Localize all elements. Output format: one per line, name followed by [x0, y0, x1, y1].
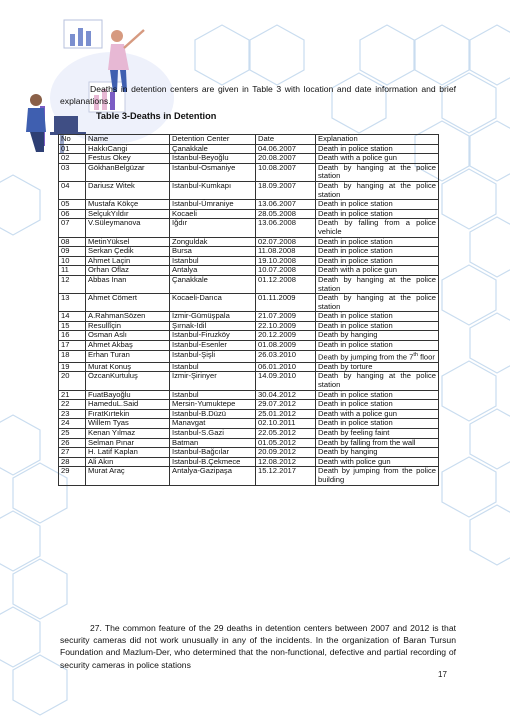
cell-date: 14.09.2010 [256, 372, 316, 390]
cell-name: Serkan Çedik [86, 247, 170, 257]
cell-name: Murat Konuş [86, 362, 170, 372]
cell-name: GökhanBelgüzar [86, 163, 170, 181]
cell-explanation: Death in police station [316, 321, 439, 331]
cell-no: 01 [59, 144, 86, 154]
cell-name: Murat Araç [86, 467, 170, 485]
cell-name: Ahmet Cömert [86, 294, 170, 312]
cell-detention-center: Antalya-Gazipaşa [170, 467, 256, 485]
cell-date: 19.10.2008 [256, 256, 316, 266]
cell-name: Resullîçin [86, 321, 170, 331]
cell-detention-center: Istanbul [170, 256, 256, 266]
cell-detention-center: Kocaeli-Darıca [170, 294, 256, 312]
cell-detention-center: Mersin-Yumuktepe [170, 400, 256, 410]
cell-explanation: Death by hanging [316, 331, 439, 341]
cell-date: 25.01.2012 [256, 409, 316, 419]
header-date: Date [256, 135, 316, 145]
table-row [59, 467, 439, 485]
cell-no: 26 [59, 438, 86, 448]
cell-explanation: Death with a police gun [316, 154, 439, 164]
cell-name: Willem Tyas [86, 419, 170, 429]
cell-no: 17 [59, 341, 86, 351]
table-row [59, 219, 439, 237]
cell-detention-center: Istanbul-Ümraniye [170, 200, 256, 210]
cell-explanation: Death in police station [316, 341, 439, 351]
cell-explanation: Death by hanging at the police station [316, 275, 439, 293]
table-row [59, 247, 439, 257]
cell-explanation: Death in police station [316, 419, 439, 429]
cell-explanation: Death in police station [316, 200, 439, 210]
cell-explanation: Death by torture [316, 362, 439, 372]
cell-explanation: Death by hanging at the police station [316, 163, 439, 181]
cell-no: 16 [59, 331, 86, 341]
cell-detention-center: Şırnak-İdil [170, 321, 256, 331]
cell-explanation: Death by feeling faint [316, 428, 439, 438]
cell-no: 08 [59, 237, 86, 247]
table-row [59, 419, 439, 429]
cell-no: 22 [59, 400, 86, 410]
table-row [59, 154, 439, 164]
cell-no: 09 [59, 247, 86, 257]
cell-no: 23 [59, 409, 86, 419]
cell-detention-center: Istanbul [170, 362, 256, 372]
cell-detention-center: Istanbul-Esenler [170, 341, 256, 351]
cell-name: HakkıCangi [86, 144, 170, 154]
cell-name: ÖzcanKurtuluş [86, 372, 170, 390]
cell-name: FuatBayoğlu [86, 390, 170, 400]
cell-explanation: Death in police station [316, 209, 439, 219]
cell-no: 03 [59, 163, 86, 181]
cell-no: 21 [59, 390, 86, 400]
cell-no: 29 [59, 467, 86, 485]
cell-no: 06 [59, 209, 86, 219]
cell-date: 01.08.2009 [256, 341, 316, 351]
cell-explanation: Death with a police gun [316, 266, 439, 276]
cell-no: 04 [59, 181, 86, 199]
table-row [59, 350, 439, 362]
cell-detention-center: İzmir-Gümüşpala [170, 312, 256, 322]
cell-detention-center: Zonguldak [170, 237, 256, 247]
cell-detention-center: Istanbul-Osmaniye [170, 163, 256, 181]
cell-no: 19 [59, 362, 86, 372]
intro-text: Deaths in detention centers are given in Table 3 with location and date information and brief explanations. [60, 83, 456, 106]
table-row [59, 372, 439, 390]
table-row [59, 266, 439, 276]
table-caption: Table 3-Deaths in Detention [96, 111, 217, 121]
cell-date: 22.05.2012 [256, 428, 316, 438]
cell-name: Selman Pınar [86, 438, 170, 448]
page-number: 17 [438, 670, 447, 679]
table-header-row [59, 135, 439, 145]
cell-date: 30.04.2012 [256, 390, 316, 400]
table-row [59, 400, 439, 410]
cell-explanation: Death in police station [316, 400, 439, 410]
table-row [59, 341, 439, 351]
cell-detention-center: Antalya [170, 266, 256, 276]
cell-explanation: Death in police station [316, 247, 439, 257]
table-row [59, 163, 439, 181]
cell-explanation: Death by hanging at the police station [316, 372, 439, 390]
cell-date: 28.05.2008 [256, 209, 316, 219]
cell-no: 12 [59, 275, 86, 293]
cell-explanation: Death in police station [316, 312, 439, 322]
cell-no: 24 [59, 419, 86, 429]
detention-deaths-table [58, 134, 439, 486]
cell-date: 26.03.2010 [256, 350, 316, 362]
table-row [59, 294, 439, 312]
header-explanation: Explanation [316, 135, 439, 145]
cell-name: MetinYüksel [86, 237, 170, 247]
cell-name: H. Latif Kaplan [86, 448, 170, 458]
cell-name: Abbas İnan [86, 275, 170, 293]
cell-name: V.Süleymanova [86, 219, 170, 237]
cell-date: 12.08.2012 [256, 457, 316, 467]
cell-detention-center: Istanbul-Beyoğlu [170, 154, 256, 164]
table-body [59, 144, 439, 485]
cell-date: 01.05.2012 [256, 438, 316, 448]
cell-detention-center: Bursa [170, 247, 256, 257]
cell-detention-center: Çanakkale [170, 144, 256, 154]
table-row [59, 275, 439, 293]
cell-no: 15 [59, 321, 86, 331]
cell-name: Kenan Yılmaz [86, 428, 170, 438]
cell-no: 10 [59, 256, 86, 266]
cell-date: 18.09.2007 [256, 181, 316, 199]
cell-name: Ahmet Akbaş [86, 341, 170, 351]
cell-name: Osman Aslı [86, 331, 170, 341]
cell-no: 28 [59, 457, 86, 467]
table-row [59, 448, 439, 458]
table-row [59, 428, 439, 438]
cell-no: 07 [59, 219, 86, 237]
cell-name: Ali Akın [86, 457, 170, 467]
cell-date: 04.06.2007 [256, 144, 316, 154]
cell-detention-center: Istanbul-Kumkapı [170, 181, 256, 199]
cell-date: 01.11.2009 [256, 294, 316, 312]
cell-name: Mustafa Kökçe [86, 200, 170, 210]
cell-name: Festus Okey [86, 154, 170, 164]
cell-no: 27 [59, 448, 86, 458]
cell-detention-center: Istanbul-B.Çekmece [170, 457, 256, 467]
cell-explanation: Death in police station [316, 237, 439, 247]
cell-detention-center: Istanbul-B.Düzü [170, 409, 256, 419]
cell-name: FıratKırtekin [86, 409, 170, 419]
cell-name: Erhan Turan [86, 350, 170, 362]
table-row [59, 200, 439, 210]
closing-paragraph: 27. The common feature of the 29 deaths in detention centers between 2007 and 2012 is that security cameras did not work unusually in any of the incidents. In the organization of Baran Tursun Foundation and Mazlum-Der, who determined that the non-functional, defective and partial recording of security cameras in police stations [60, 622, 456, 670]
cell-detention-center: Kocaeli [170, 209, 256, 219]
intro-paragraph [60, 83, 456, 107]
cell-explanation: Death in police station [316, 144, 439, 154]
cell-explanation: Death by jumping from the 7th floor [316, 350, 439, 362]
cell-date: 15.12.2017 [256, 467, 316, 485]
cell-explanation: Death with a police gun [316, 409, 439, 419]
cell-detention-center: İzmir-Şirinyer [170, 372, 256, 390]
cell-detention-center: Istanbul-Bağcılar [170, 448, 256, 458]
cell-explanation: Death by falling from the wall [316, 438, 439, 448]
cell-name: SelçukYıldır [86, 209, 170, 219]
cell-explanation: Death with police gun [316, 457, 439, 467]
cell-no: 14 [59, 312, 86, 322]
cell-date: 13.06.2007 [256, 200, 316, 210]
cell-detention-center: Çanakkale [170, 275, 256, 293]
cell-date: 10.07.2008 [256, 266, 316, 276]
cell-name: HameduL.Said [86, 400, 170, 410]
cell-detention-center: Istanbul-Şişli [170, 350, 256, 362]
cell-explanation: Death in police station [316, 256, 439, 266]
cell-explanation: Death by jumping from the police building [316, 467, 439, 485]
cell-date: 10.08.2007 [256, 163, 316, 181]
cell-explanation: Death in police station [316, 390, 439, 400]
cell-name: Orhan Oflaz [86, 266, 170, 276]
cell-detention-center: Istanbul-S.Gazi [170, 428, 256, 438]
cell-detention-center: Istanbul-Firuzköy [170, 331, 256, 341]
cell-no: 25 [59, 428, 86, 438]
header-detention-center: Detention Center [170, 135, 256, 145]
cell-name: A.RahmanSözen [86, 312, 170, 322]
cell-date: 06.01.2010 [256, 362, 316, 372]
cell-no: 11 [59, 266, 86, 276]
cell-detention-center: Istanbul [170, 390, 256, 400]
cell-date: 11.08.2008 [256, 247, 316, 257]
header-name: Name [86, 135, 170, 145]
cell-explanation: Death by hanging at the police station [316, 294, 439, 312]
header-no: No [59, 135, 86, 145]
cell-detention-center: Iğdır [170, 219, 256, 237]
cell-date: 13.06.2008 [256, 219, 316, 237]
cell-date: 21.07.2009 [256, 312, 316, 322]
cell-date: 22.10.2009 [256, 321, 316, 331]
table-row [59, 312, 439, 322]
cell-no: 18 [59, 350, 86, 362]
cell-name: Dariusz Witek [86, 181, 170, 199]
cell-detention-center: Manavgat [170, 419, 256, 429]
cell-date: 29.07.2012 [256, 400, 316, 410]
cell-date: 20.09.2012 [256, 448, 316, 458]
cell-date: 01.12.2008 [256, 275, 316, 293]
cell-no: 05 [59, 200, 86, 210]
cell-explanation: Death by hanging [316, 448, 439, 458]
cell-date: 02.10.2011 [256, 419, 316, 429]
table-row [59, 181, 439, 199]
cell-no: 02 [59, 154, 86, 164]
cell-no: 20 [59, 372, 86, 390]
cell-explanation: Death by falling from a police vehicle [316, 219, 439, 237]
cell-date: 20.08.2007 [256, 154, 316, 164]
cell-date: 02.07.2008 [256, 237, 316, 247]
cell-explanation: Death by hanging at the police station [316, 181, 439, 199]
cell-date: 20.12.2009 [256, 331, 316, 341]
cell-detention-center: Batman [170, 438, 256, 448]
cell-name: Ahmet Laçin [86, 256, 170, 266]
cell-no: 13 [59, 294, 86, 312]
